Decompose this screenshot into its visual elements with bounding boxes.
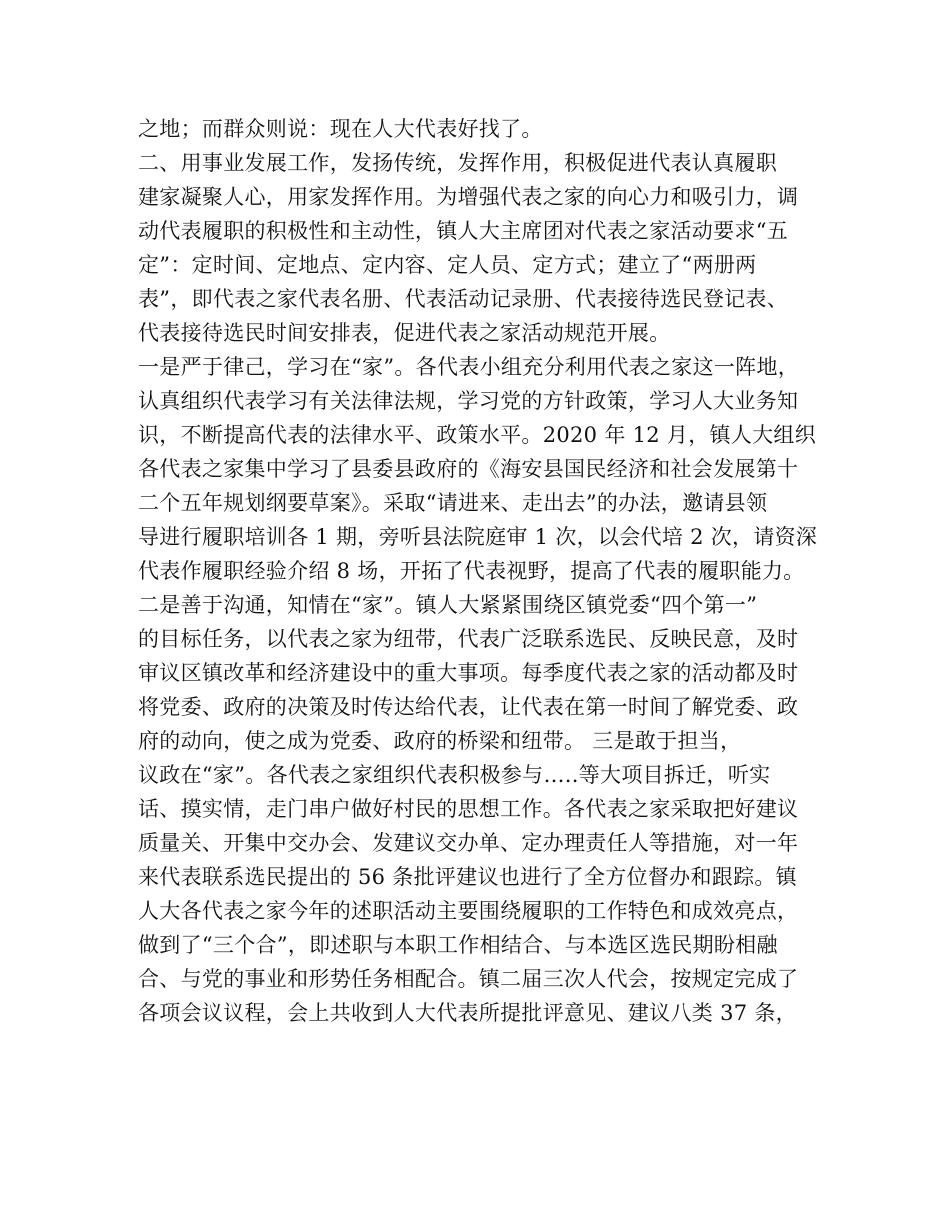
text-line: 来代表联系选民提出的 56 条批评建议也进行了全方位督办和跟踪。镇 [138, 865, 797, 889]
text-line: 建家凝聚人心，用家发挥作用。为增强代表之家的向心力和吸引力，调 [138, 185, 799, 209]
text-line: 动代表履职的积极性和主动性，镇人大主席团对代表之家活动要求“五 [138, 219, 789, 243]
text-line: 导进行履职培训各 1 期，旁听县法院庭审 1 次，以会代培 2 次，请资深 [138, 525, 818, 549]
text-line: 代表接待选民时间安排表，促进代表之家活动规范开展。 [138, 321, 671, 345]
text-line: 合、与党的事业和形势任务相配合。镇二届三次人代会，按规定完成了 [138, 967, 799, 991]
text-line: 府的动向，使之成为党委、政府的桥梁和纽带。 三是敢于担当， [138, 729, 742, 753]
text-line: 各项会议议程，会上共收到人大代表所提批评意见、建议八类 37 条， [138, 1001, 797, 1025]
text-line: 二、用事业发展工作，发扬传统，发挥作用，积极促进代表认真履职 [138, 151, 777, 175]
text-line: 二是善于沟通，知情在“家”。镇人大紧紧围绕区镇党委“四个第一” [138, 593, 758, 617]
text-line: 话、摸实情，走门串户做好村民的思想工作。各代表之家采取把好建议 [138, 797, 799, 821]
text-line: 质量关、开集中交办会、发建议交办单、定办理责任人等措施，对一年 [138, 831, 799, 855]
text-line: 表”，即代表之家代表名册、代表活动记录册、代表接待选民登记表、 [138, 287, 789, 311]
body-text [138, 112, 828, 1030]
text-line: 代表作履职经验介绍 8 场，开拓了代表视野，提高了代表的履职能力。 [138, 559, 805, 583]
text-line: 二个五年规划纲要草案》。采取“请进来、走出去”的办法，邀请县领 [138, 491, 768, 515]
text-line: 议政在“家”。各代表之家组织代表积极参与…..等大项目拆迁，听实 [138, 763, 771, 787]
text-line: 各代表之家集中学习了县委县政府的《海安县国民经济和社会发展第十 [138, 457, 799, 481]
text-line: 人大各代表之家今年的述职活动主要围绕履职的工作特色和成效亮点， [138, 899, 799, 923]
text-line: 定”：定时间、定地点、定内容、定人员、定方式；建立了“两册两 [138, 253, 757, 277]
text-line: 做到了“三个合”，即述职与本职工作相结合、与本选区选民期盼相融 [138, 933, 778, 957]
text-line: 的目标任务，以代表之家为纽带，代表广泛联系选民、反映民意，及时 [138, 627, 799, 651]
text-line: 识，不断提高代表的法律水平、政策水平。2020 年 12 月，镇人大组织 [138, 423, 816, 447]
text-line: 一是严于律己，学习在“家”。各代表小组充分利用代表之家这一阵地， [138, 355, 800, 379]
text-line: 之地；而群众则说：现在人大代表好找了。 [138, 117, 543, 141]
text-line: 审议区镇改革和经济建设中的重大事项。每季度代表之家的活动都及时 [138, 661, 799, 685]
text-line: 将党委、政府的决策及时传达给代表，让代表在第一时间了解党委、政 [138, 695, 799, 719]
text-line: 认真组织代表学习有关法律法规，学习党的方针政策，学习人大业务知 [138, 389, 799, 413]
